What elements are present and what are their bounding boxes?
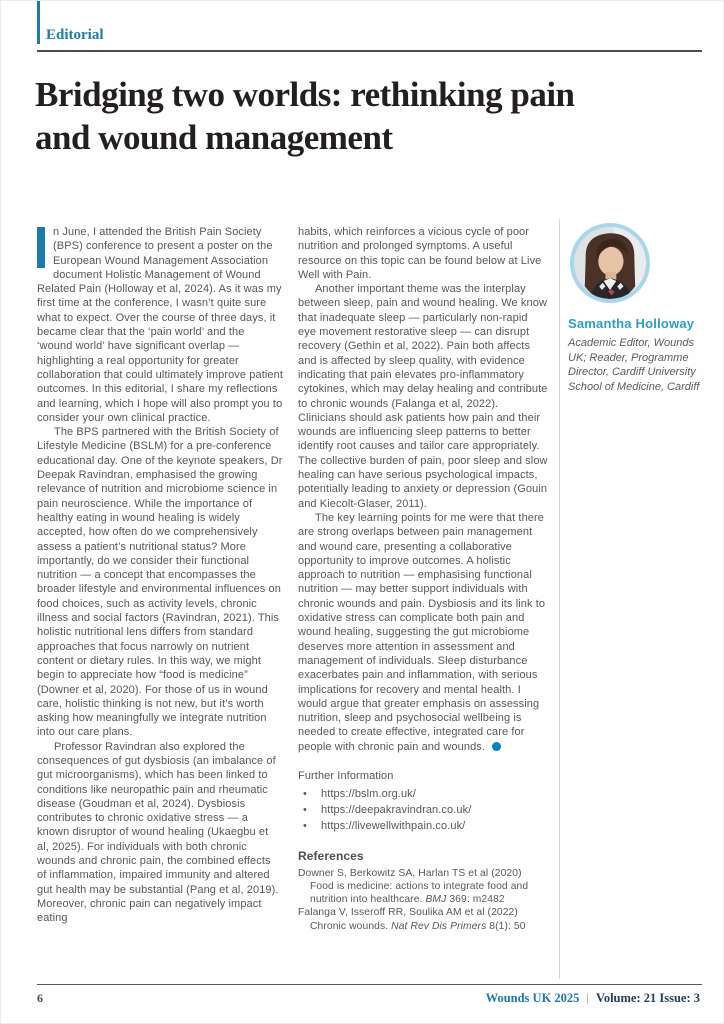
further-info-link-list xyxy=(298,786,548,834)
section-accent-bar xyxy=(37,1,40,44)
bullet-icon: • xyxy=(303,820,307,833)
article-paragraph: Another important theme was the interplay between sleep, pain and wound healing. We know that inadequate sleep — particularly non-rapid eye movement restorative sleep — can disrupt recovery (Gethin et al, 2022). Pain both affects and is affected by sleep quality, with evidence indicating that pain elevates pro-inflammatory cytokines, which may delay healing and contribute to chronic wounds (Falanga et al, 2022). Clinicians should ask patients how pain and their wounds are influencing sleep patterns to better identify root causes and tailor care appropriately. The collective burden of pain, poor sleep and slow healing can have serious psychological impacts, potentially leading to anxiety or depression (Gouin and Kiecolt-Glaser, 2011). xyxy=(298,283,548,510)
further-info-link xyxy=(298,802,548,818)
link-url-text: https://bslm.org.uk/ xyxy=(321,788,416,801)
footer-journal-info xyxy=(486,991,700,1006)
references-heading: References xyxy=(298,849,364,864)
author-portrait-illustration xyxy=(574,227,646,299)
footer-separator: | xyxy=(586,991,589,1005)
further-info-link xyxy=(298,818,548,834)
sidebar-divider xyxy=(559,219,560,979)
footer-journal: Wounds UK 2025 xyxy=(485,991,580,1005)
link-url-text: https://deepakravindran.co.uk/ xyxy=(321,804,472,817)
header-rule xyxy=(37,50,702,52)
dropcap-bar xyxy=(37,227,45,268)
reference-item: Falanga V, Isseroff RR, Soulika AM et al (2022) Chronic wounds. Nat Rev Dis Primers 8(1): 50 xyxy=(298,907,526,932)
article-column-1 xyxy=(37,225,283,926)
page-number: 6 xyxy=(37,991,43,1005)
bullet-icon: • xyxy=(303,804,307,817)
author-name: Samantha Holloway xyxy=(568,316,695,331)
footer-issue: Volume: 21 Issue: 3 xyxy=(595,991,700,1005)
author-photo xyxy=(570,223,650,303)
further-info-heading: Further Information xyxy=(298,769,394,782)
references-list xyxy=(298,867,548,933)
article-paragraph: The key learning points for me were that there are strong overlaps between pain management and wound care, presenting a collaborative opportunity to improve outcomes. A holistic approach to nutrition — emphasising functional nutrition — may better support individuals with chronic wounds and pain. Dysbiosis and its link to oxidative stress can complicate both pain and wound healing, suggesting the gut microbiome deserves more attention in assessment and management of individuals. Sleep disturbance exacerbates pain and inflammation, with serious implications for recovery and mental health. I would argue that greater emphasis on assessing nutrition, sleep and psychosocial wellbeing is needed to create effective, integrated care for people with chronic pain and wounds. xyxy=(298,511,546,753)
bullet-icon: • xyxy=(303,788,307,801)
article-end-dot-icon xyxy=(492,742,501,751)
section-label: Editorial xyxy=(46,27,104,43)
author-sidebar xyxy=(568,223,708,394)
footer-rule xyxy=(37,984,702,985)
reference-item: Downer S, Berkowitz SA, Harlan TS et al (2020) Food is medicine: actions to integrate food and nutrition into healthcare. BMJ 369: m2482 xyxy=(298,867,529,906)
article-paragraph: n June, I attended the British Pain Society (BPS) conference to present a poster on the European Wound Management Association document Holistic Management of Wound Related Pain (Holloway et al, 2024). As it was my first time at the conference, I wasn’t quite sure what to expect. Over the course of three days, it became clear that the ‘pain world’ and the ‘wound world’ have significant overlap — highlighting a real opportunity for greater collaboration that could ultimately improve patient outcomes. In this editorial, I share my reflections and learning, which I hope will also prompt you to consider your own clinical practice. xyxy=(37,226,284,424)
further-info-link xyxy=(298,786,548,802)
article-paragraph: The BPS partnered with the British Society of Lifestyle Medicine (BSLM) for a pre-conference educational day. One of the keynote speakers, Dr Deepak Ravindran, emphasised the growing relevance of nutrition and microbiome science in pain neuroscience. While the importance of healthy eating in wound healing is widely accepted, how often do we comprehensively assess a patient’s nutritional status? More importantly, do we consider their functional nutrition — a concept that encompasses the broader lifestyle and environmental influences on food choices, such as activity levels, chronic illness and social factors (Ravindran, 2021). This holistic nutritional lens differs from standard approaches that focus narrowly on nutrient content or dietary rules. In this way, we might begin to appreciate how “food is medicine” (Downer et al, 2020). For those of us in wound care, holistic thinking is not new, but it’s worth asking how meaningfully we integrate nutrition into our care plans. xyxy=(37,426,283,739)
article-paragraph: Professor Ravindran also explored the consequences of gut dysbiosis (an imbalance of gut microorganisms), which has been linked to conditions like neuropathic pain and rheumatic disease (Goudman et al, 2024). Dysbiosis contributes to chronic oxidative stress — a known disruptor of wound healing (Ukaegbu et al, 2025). For individuals with both chronic wounds and chronic pain, the combined effects of inflammation, impaired immunity and altered gut health may be substantial (Pang et al, 2019). Moreover, chronic pain can negatively impact eating xyxy=(37,740,279,925)
article-paragraph: habits, which reinforces a vicious cycle of poor nutrition and prolonged symptoms. A useful resource on this topic can be found below at Live Well with Pain. xyxy=(298,226,542,281)
references-section xyxy=(298,849,548,933)
link-url-text: https://livewellwithpain.co.uk/ xyxy=(321,820,466,833)
article-column-2-paragraphs xyxy=(298,225,548,754)
article-title: Bridging two worlds: rethinking pain and wound management xyxy=(35,75,575,157)
author-bio: Academic Editor, Wounds UK; Reader, Programme Director, Cardiff University School of Medicine, Cardiff xyxy=(568,337,700,393)
article-column-2 xyxy=(298,225,548,933)
further-information-section xyxy=(298,769,548,834)
